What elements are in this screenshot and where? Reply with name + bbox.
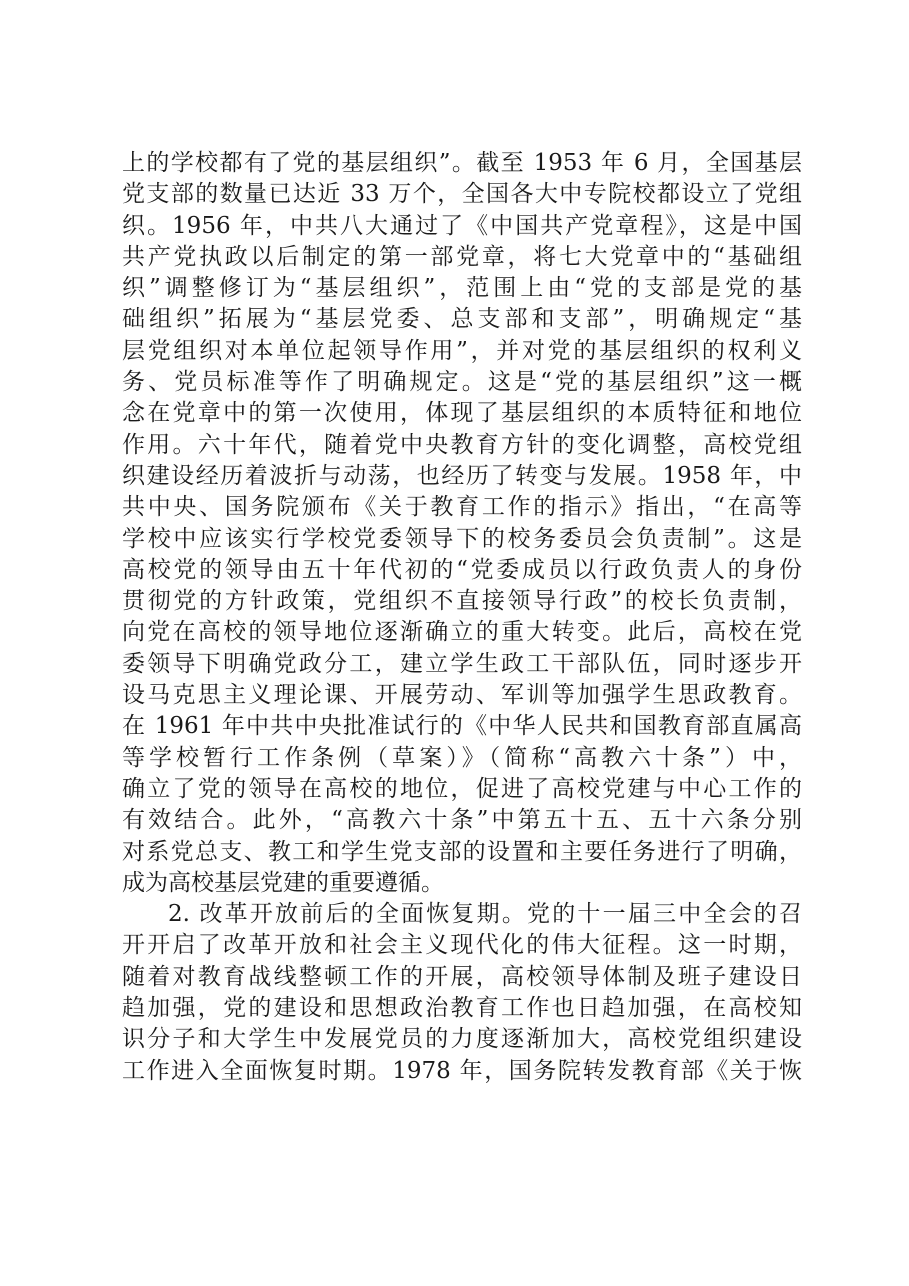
- text-line: 共产党执政以后制定的第一部党章，将七大党章中的“基础组: [122, 243, 802, 270]
- body-text: [122, 148, 802, 1087]
- text-line: 础组织”拓展为“基层党委、总支部和支部”，明确规定“基: [122, 306, 802, 333]
- text-line: 上的学校都有了党的基层组织”。截至 1953 年 6 月，全国基层: [122, 150, 802, 176]
- text-line: 确立了党的领导在高校的地位，促进了高校党建与中心工作的: [122, 775, 802, 802]
- text-line: 织。1956 年，中共八大通过了《中国共产党章程》，这是中国: [122, 212, 802, 239]
- text-line: 织”调整修订为“基层组织”，范围上由“党的支部是党的基: [122, 275, 802, 302]
- text-line: 等学校暂行工作条例（草案）》（简称“高教六十条”）中，: [122, 744, 802, 771]
- text-line: 工作进入全面恢复时期。1978 年，国务院转发教育部《关于恢: [122, 1057, 802, 1084]
- text-line: 层党组织对本单位起领导作用”，并对党的基层组织的权利义: [122, 337, 802, 364]
- text-line: 设马克思主义理论课、开展劳动、军训等加强学生思政教育。: [122, 682, 802, 709]
- text-line: 学校中应该实行学校党委领导下的校务委员会负责制”。这是: [122, 525, 802, 552]
- text-line: 贯彻党的方针政策，党组织不直接领导行政”的校长负责制，: [122, 588, 802, 615]
- text-line: 对系党总支、教工和学生党支部的设置和主要任务进行了明确，: [122, 838, 802, 865]
- text-line: 共中央、国务院颁布《关于教育工作的指示》指出，“在高等: [122, 494, 802, 521]
- text-line: 向党在高校的领导地位逐渐确立的重大转变。此后，高校在党: [122, 619, 802, 646]
- text-line: 有效结合。此外，“高教六十条”中第五十五、五十六条分别: [122, 807, 802, 834]
- text-line: 作用。六十年代，随着党中央教育方针的变化调整，高校党组: [122, 431, 802, 458]
- text-line: 随着对教育战线整顿工作的开展，高校领导体制及班子建设日: [122, 963, 802, 990]
- paragraph-end-line: 成为高校基层党建的重要遵循。: [122, 869, 444, 896]
- text-line: 趋加强，党的建设和思想政治教育工作也日趋加强，在高校知: [122, 995, 802, 1022]
- section-heading-line: 2. 改革开放前后的全面恢复期。党的十一届三中全会的召: [168, 901, 802, 928]
- text-line: 识分子和大学生中发展党员的力度逐渐加大，高校党组织建设: [122, 1026, 802, 1053]
- text-line: 委领导下明确党政分工，建立学生政工干部队伍，同时逐步开: [122, 650, 802, 677]
- text-line: 织建设经历着波折与动荡，也经历了转变与发展。1958 年，中: [122, 462, 802, 489]
- text-line: 在 1961 年中共中央批准试行的《中华人民共和国教育部直属高: [122, 713, 802, 740]
- text-line: 党支部的数量已达近 33 万个，全国各大中专院校都设立了党组: [122, 181, 802, 208]
- text-line: 务、党员标准等作了明确规定。这是“党的基层组织”这一概: [122, 369, 802, 396]
- text-line: 高校党的领导由五十年代初的“党委成员以行政负责人的身份: [122, 556, 802, 583]
- text-line: 开开启了改革开放和社会主义现代化的伟大征程。这一时期，: [122, 932, 802, 959]
- text-line: 念在党章中的第一次使用，体现了基层组织的本质特征和地位: [122, 400, 802, 427]
